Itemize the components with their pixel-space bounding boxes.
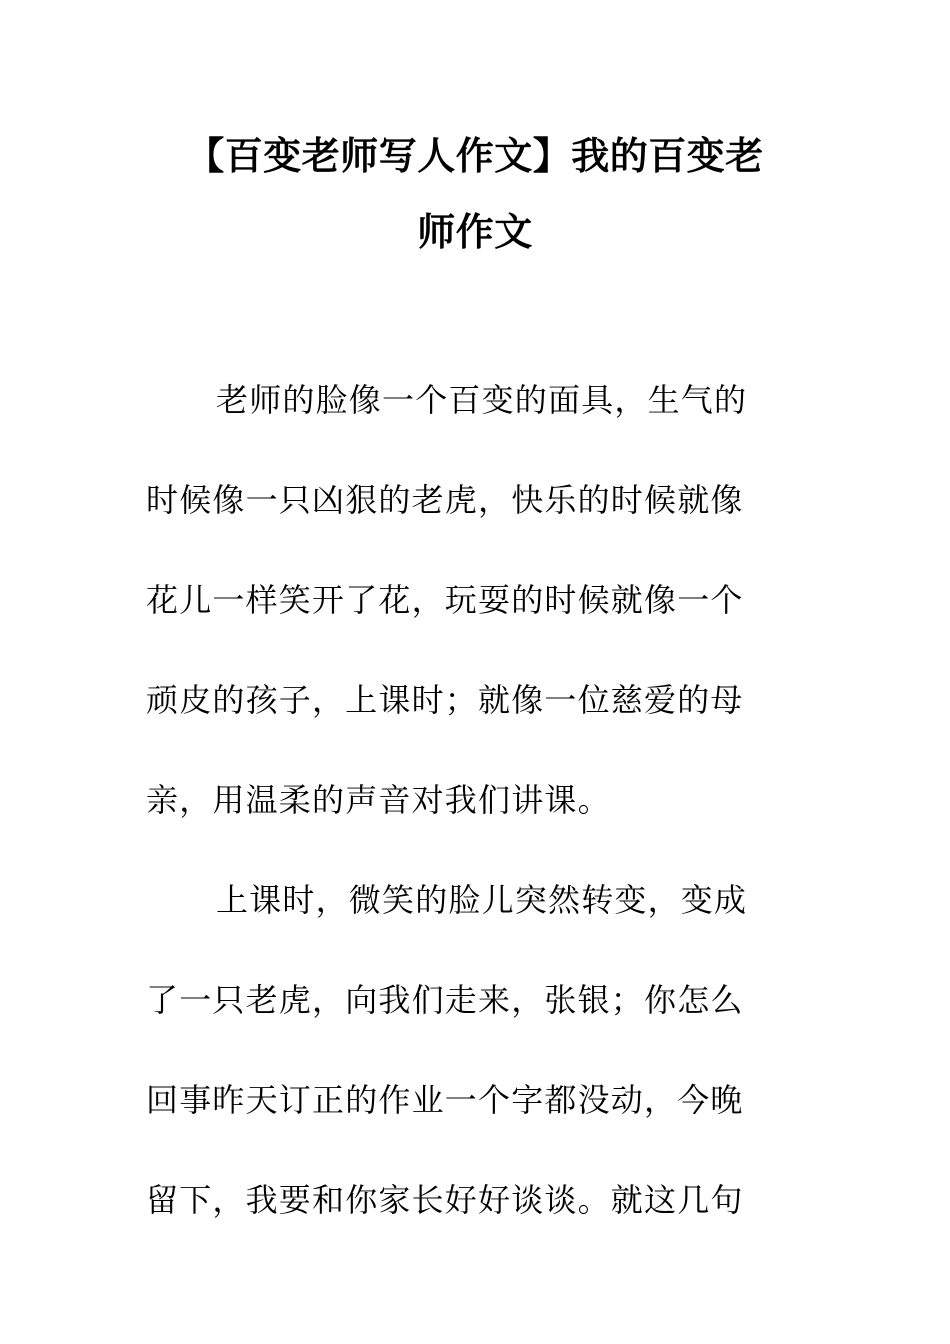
paragraph-1-line-1: 老师的脸像一个百变的面具，生气的	[216, 381, 748, 419]
paragraph-2-line-2: 了一只老虎，向我们走来，张银；你怎么	[146, 981, 744, 1019]
paragraph-2-line-4: 留下，我要和你家长好好谈谈。就这几句	[146, 1181, 744, 1219]
paragraph-1-line-3: 花儿一样笑开了花，玩耍的时候就像一个	[146, 581, 744, 619]
document-body	[146, 372, 786, 1272]
paragraph-1-line-2: 时候像一只凶狠的老虎，快乐的时候就像	[146, 481, 744, 519]
paragraph-1-line-5: 亲，用温柔的声音对我们讲课。	[146, 781, 611, 819]
paragraph-1-line-4: 顽皮的孩子，上课时；就像一位慈爱的母	[146, 681, 744, 719]
title-line-2: 师作文	[417, 210, 533, 254]
document-title	[150, 118, 800, 270]
title-line-1: 【百变老师写人作文】我的百变老	[186, 134, 764, 178]
paragraph-2-line-1: 上课时，微笑的脸儿突然转变，变成	[216, 881, 748, 919]
paragraph-2-line-3: 回事昨天订正的作业一个字都没动，今晚	[146, 1081, 744, 1119]
